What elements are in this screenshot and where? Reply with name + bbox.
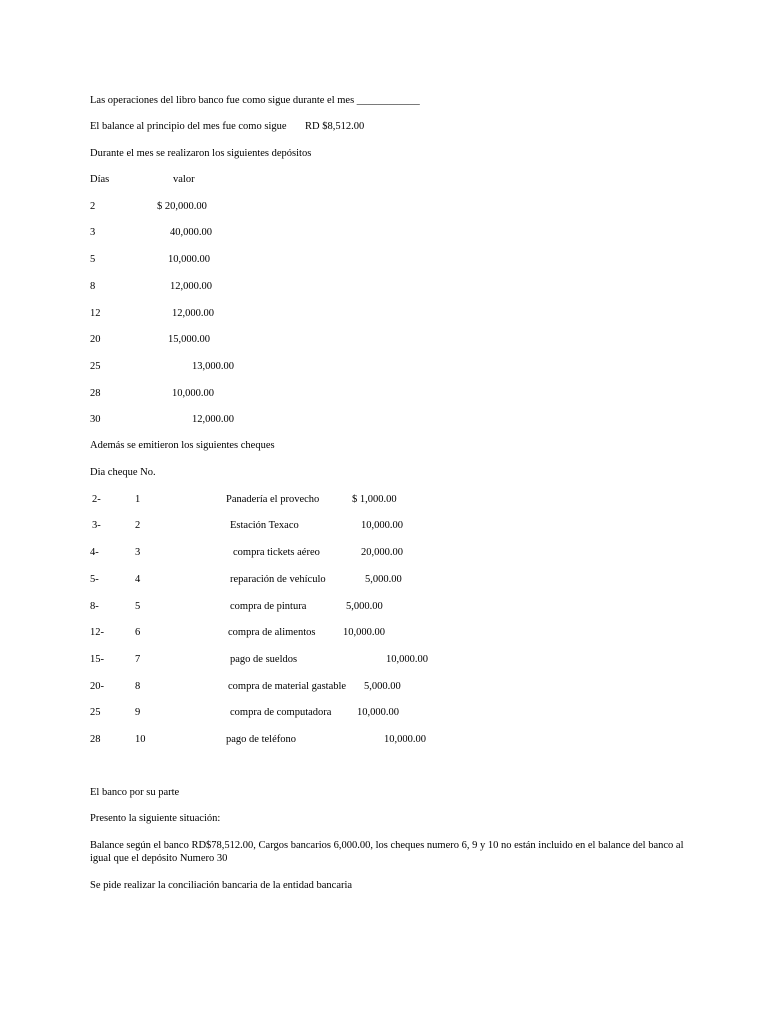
cheque-amount: 20,000.00 — [361, 547, 403, 558]
cheque-number: 6 — [135, 627, 141, 638]
deposit-day: 5 — [90, 254, 96, 265]
deposit-day: 8 — [90, 281, 96, 292]
deposit-day: 30 — [90, 414, 101, 425]
cheque-amount: 10,000.00 — [384, 734, 426, 745]
cheque-day: 25 — [90, 707, 101, 718]
cheque-number: 2 — [135, 520, 141, 531]
cheque-day: 2- — [92, 494, 101, 505]
cheque-number: 4 — [135, 574, 141, 585]
deposit-value: 12,000.00 — [192, 414, 234, 425]
deposits-heading: Durante el mes se realizaron los siguientes depósitos — [90, 148, 312, 159]
cheque-description: compra de pintura — [230, 601, 307, 612]
cheque-day: 8- — [90, 601, 99, 612]
deposit-value: 40,000.00 — [170, 227, 212, 238]
cheque-day: 4- — [90, 547, 99, 558]
cheque-number: 1 — [135, 494, 141, 505]
cheque-description: compra de material gastable — [228, 681, 347, 692]
cheque-description: Panadería el provecho — [226, 494, 320, 505]
cheque-number: 7 — [135, 654, 141, 665]
cheque-description: compra de alimentos — [228, 627, 316, 638]
cheque-number: 10 — [135, 734, 146, 745]
deposit-day: 2 — [90, 201, 96, 212]
opening-balance-label: El balance al principio del mes fue como sigue — [90, 121, 287, 132]
cheque-amount: 5,000.00 — [364, 681, 401, 692]
cheque-description: Estación Texaco — [230, 520, 299, 531]
opening-balance-value: RD $8,512.00 — [305, 121, 365, 132]
cheque-amount: $ 1,000.00 — [352, 494, 397, 505]
cheque-number: 8 — [135, 681, 141, 692]
cheque-description: reparación de vehículo — [230, 574, 326, 585]
cheque-amount: 5,000.00 — [346, 601, 383, 612]
cheque-description: compra de computadora — [230, 707, 332, 718]
cheques-header: Dia cheque No. — [90, 467, 156, 478]
deposits-header-value: valor — [173, 174, 195, 185]
deposit-value: 12,000.00 — [172, 308, 214, 319]
deposit-value: $ 20,000.00 — [157, 201, 207, 212]
cheque-day: 3- — [92, 520, 101, 531]
cheque-amount: 10,000.00 — [361, 520, 403, 531]
deposit-day: 20 — [90, 334, 101, 345]
cheque-amount: 10,000.00 — [357, 707, 399, 718]
deposit-value: 15,000.00 — [168, 334, 210, 345]
deposits-header-day: Días — [90, 174, 110, 185]
cheque-number: 3 — [135, 547, 141, 558]
deposit-day: 3 — [90, 227, 96, 238]
cheque-amount: 10,000.00 — [386, 654, 428, 665]
cheque-day: 5- — [90, 574, 99, 585]
cheque-day: 28 — [90, 734, 101, 745]
deposit-day: 25 — [90, 361, 101, 372]
cheque-number: 9 — [135, 707, 141, 718]
cheque-amount: 10,000.00 — [343, 627, 385, 638]
intro-line: Las operaciones del libro banco fue como sigue durante el mes ____________ — [90, 95, 420, 106]
bank-intro: El banco por su parte — [90, 787, 180, 798]
deposit-day: 28 — [90, 388, 101, 399]
cheque-day: 12- — [90, 627, 104, 638]
deposit-value: 10,000.00 — [168, 254, 210, 265]
deposit-value: 10,000.00 — [172, 388, 214, 399]
deposit-day: 12 — [90, 308, 101, 319]
bank-balance-paragraph: Balance según el banco RD$78,512.00, Cargos bancarios 6,000.00, los cheques numero 6, 9 y 10 no están incluido en el balance del banco al igual que el depósito Numero 30 — [90, 840, 684, 864]
cheque-description: compra tickets aéreo — [233, 547, 320, 558]
cheque-number: 5 — [135, 601, 141, 612]
cheque-description: pago de sueldos — [230, 654, 298, 665]
deposit-value: 13,000.00 — [192, 361, 234, 372]
cheque-day: 20- — [90, 681, 104, 692]
bank-situation-heading: Presento la siguiente situación: — [90, 813, 221, 824]
task-statement: Se pide realizar la conciliación bancaria de la entidad bancaria — [90, 880, 353, 891]
cheque-day: 15- — [90, 654, 104, 665]
deposit-value: 12,000.00 — [170, 281, 212, 292]
cheque-amount: 5,000.00 — [365, 574, 402, 585]
cheque-description: pago de teléfono — [226, 734, 296, 745]
cheques-heading: Además se emitieron los siguientes cheques — [90, 440, 275, 451]
